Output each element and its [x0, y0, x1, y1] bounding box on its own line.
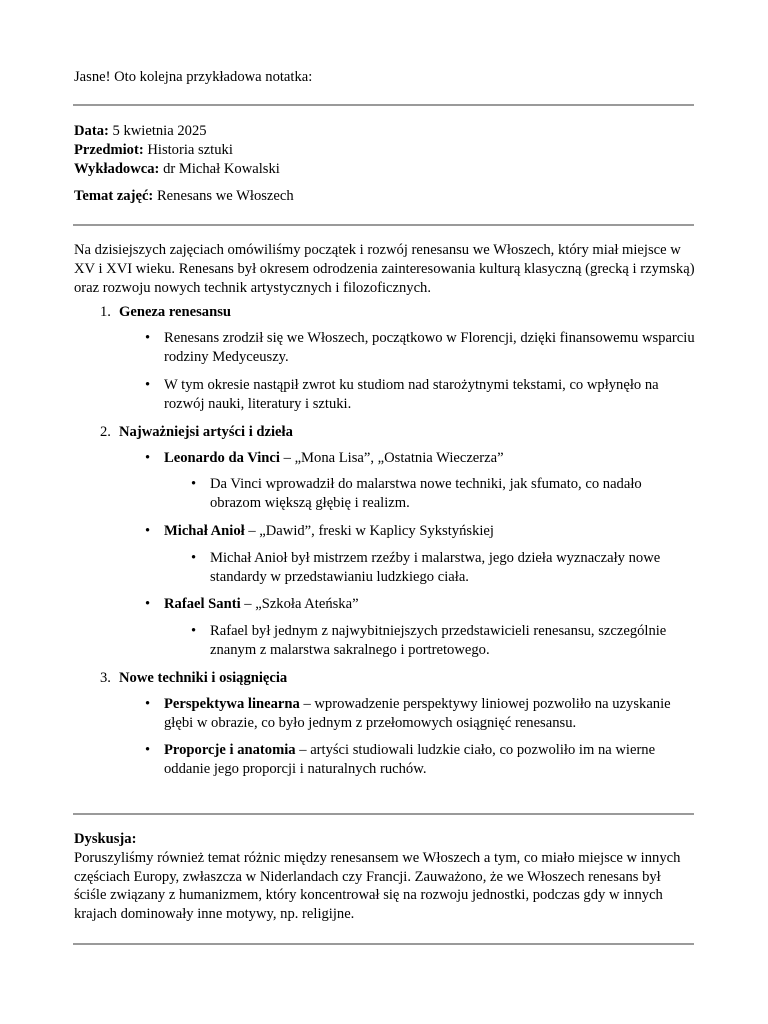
- meta-lecturer: [74, 160, 694, 179]
- item-text: Renesans zrodził się we Włoszech, początkowo w Florencji, dzięki finansowemu wsparciu rodziny Medyceuszy.: [164, 330, 695, 366]
- list-item: [145, 741, 696, 779]
- list-item: [145, 695, 696, 733]
- section-items: [119, 449, 696, 660]
- item-text: – artyści studiowali ludzkie ciało, co pozwoliło im na wierne oddanie jego proporcji i naturalnych ruchów.: [164, 742, 656, 778]
- meta-label: Przedmiot:: [74, 142, 144, 158]
- sub-item: [191, 475, 696, 513]
- bullet-icon: •: [191, 623, 197, 640]
- list-item: [145, 376, 696, 414]
- bullet-icon: •: [191, 549, 197, 566]
- summary-paragraph: Na dzisiejszych zajęciach omówiliśmy początek i rozwój renesansu we Włoszech, który miał miejsce w XV i XVI wieku. Renesans był okresem odrodzenia zainteresowania kulturą klasyczną (grecką i rzymską) oraz rozwoju nowych technik artystycznych i filozoficznych.: [74, 242, 695, 296]
- bullet-icon: •: [145, 695, 151, 712]
- bullet-icon: •: [145, 449, 151, 466]
- item-bold: Perspektywa linearna: [164, 695, 300, 712]
- sub-items: [164, 475, 696, 513]
- list-item: [145, 449, 696, 513]
- note-metadata: [74, 122, 694, 179]
- item-bold: Rafael Santi: [164, 596, 241, 613]
- topic-value: Renesans we Włoszech: [156, 188, 294, 204]
- meta-label: Wykładowca:: [74, 161, 160, 177]
- item-text: – wprowadzenie perspektywy liniowej pozwoliło na uzyskanie głębi w obrazie, co było jednym z przełomowych osiągnięć renesansu.: [164, 695, 671, 731]
- section-title: Nowe techniki i osiągnięcia: [119, 669, 288, 686]
- item-text: W tym okresie nastąpił zwrot ku studiom nad starożytnymi tekstami, co wpłynęło na rozwój nauki, literatury i sztuki.: [164, 376, 659, 412]
- section-origins: [74, 303, 696, 413]
- divider: [73, 224, 694, 226]
- meta-value: dr Michał Kowalski: [163, 161, 280, 177]
- item-text: – „Dawid”, freski w Kaplicy Sykstyńskiej: [244, 522, 494, 539]
- bullet-icon: •: [145, 742, 151, 759]
- section-items: [119, 329, 696, 413]
- sub-items: [164, 549, 696, 587]
- section-title: Najważniejsi artyści i dzieła: [119, 423, 293, 440]
- item-bold: Leonardo da Vinci: [164, 449, 280, 466]
- item-text: – „Mona Lisa”, „Ostatnia Wieczerza”: [279, 449, 504, 466]
- section-number: 2.: [100, 423, 111, 440]
- list-item: [145, 595, 696, 659]
- discussion-section: [74, 830, 696, 924]
- discussion-label: Dyskusja:: [74, 831, 137, 847]
- meta-value: 5 kwietnia 2025: [112, 123, 207, 139]
- divider: [73, 813, 694, 815]
- section-title: Geneza renesansu: [119, 304, 232, 321]
- item-bold: Proporcje i anatomia: [164, 742, 296, 759]
- bullet-icon: •: [145, 522, 151, 539]
- meta-value: Historia sztuki: [147, 142, 233, 158]
- sub-item-text: Rafael był jednym z najwybitniejszych przedstawicieli renesansu, szczególnie znanym z malarstwa sakralnego i portretowego.: [210, 623, 667, 658]
- divider: [73, 943, 694, 945]
- item-text: – „Szkoła Ateńska”: [240, 596, 359, 613]
- section-techniques: [74, 669, 696, 779]
- section-items: [119, 695, 696, 779]
- bullet-icon: •: [145, 330, 151, 347]
- section-list: [74, 303, 696, 779]
- sub-items: [164, 622, 696, 660]
- item-bold: Michał Anioł: [164, 522, 245, 539]
- bullet-icon: •: [145, 376, 151, 393]
- sub-item-text: Michał Anioł był mistrzem rzeźby i malarstwa, jego dzieła wyznaczały nowe standardy w przedstawianiu ludzkiego ciała.: [210, 549, 661, 585]
- intro-line: Jasne! Oto kolejna przykładowa notatka:: [74, 69, 313, 85]
- sub-item: [191, 622, 696, 660]
- topic-label: Temat zajęć:: [74, 188, 154, 204]
- list-item: [145, 522, 696, 586]
- section-number: 1.: [100, 304, 111, 321]
- note-body: [74, 241, 696, 788]
- sub-item-text: Da Vinci wprowadził do malarstwa nowe techniki, jak sfumato, co nadało obrazom większą głębię i realizm.: [210, 476, 642, 512]
- sub-item: [191, 549, 696, 587]
- lecture-topic: [74, 187, 694, 206]
- meta-label: Data:: [74, 123, 109, 139]
- meta-subject: [74, 141, 694, 160]
- discussion-text: Poruszyliśmy również temat różnic między renesansem we Włoszech a tym, co miało miejsce w innych częściach Europy, zwłaszcza w Niderlandach czy Francji. Zauważono, że we Włoszech renesans był ściśle związany z humanizmem, który koncentrował się na rozwoju jednostki, podczas gdy w innych krajach dominowały inne motywy, np. religijne.: [74, 849, 681, 923]
- section-artists: [74, 423, 696, 660]
- meta-date: [74, 122, 694, 141]
- list-item: [145, 329, 696, 367]
- bullet-icon: •: [145, 596, 151, 613]
- divider: [73, 104, 694, 106]
- bullet-icon: •: [191, 476, 197, 493]
- section-number: 3.: [100, 669, 111, 686]
